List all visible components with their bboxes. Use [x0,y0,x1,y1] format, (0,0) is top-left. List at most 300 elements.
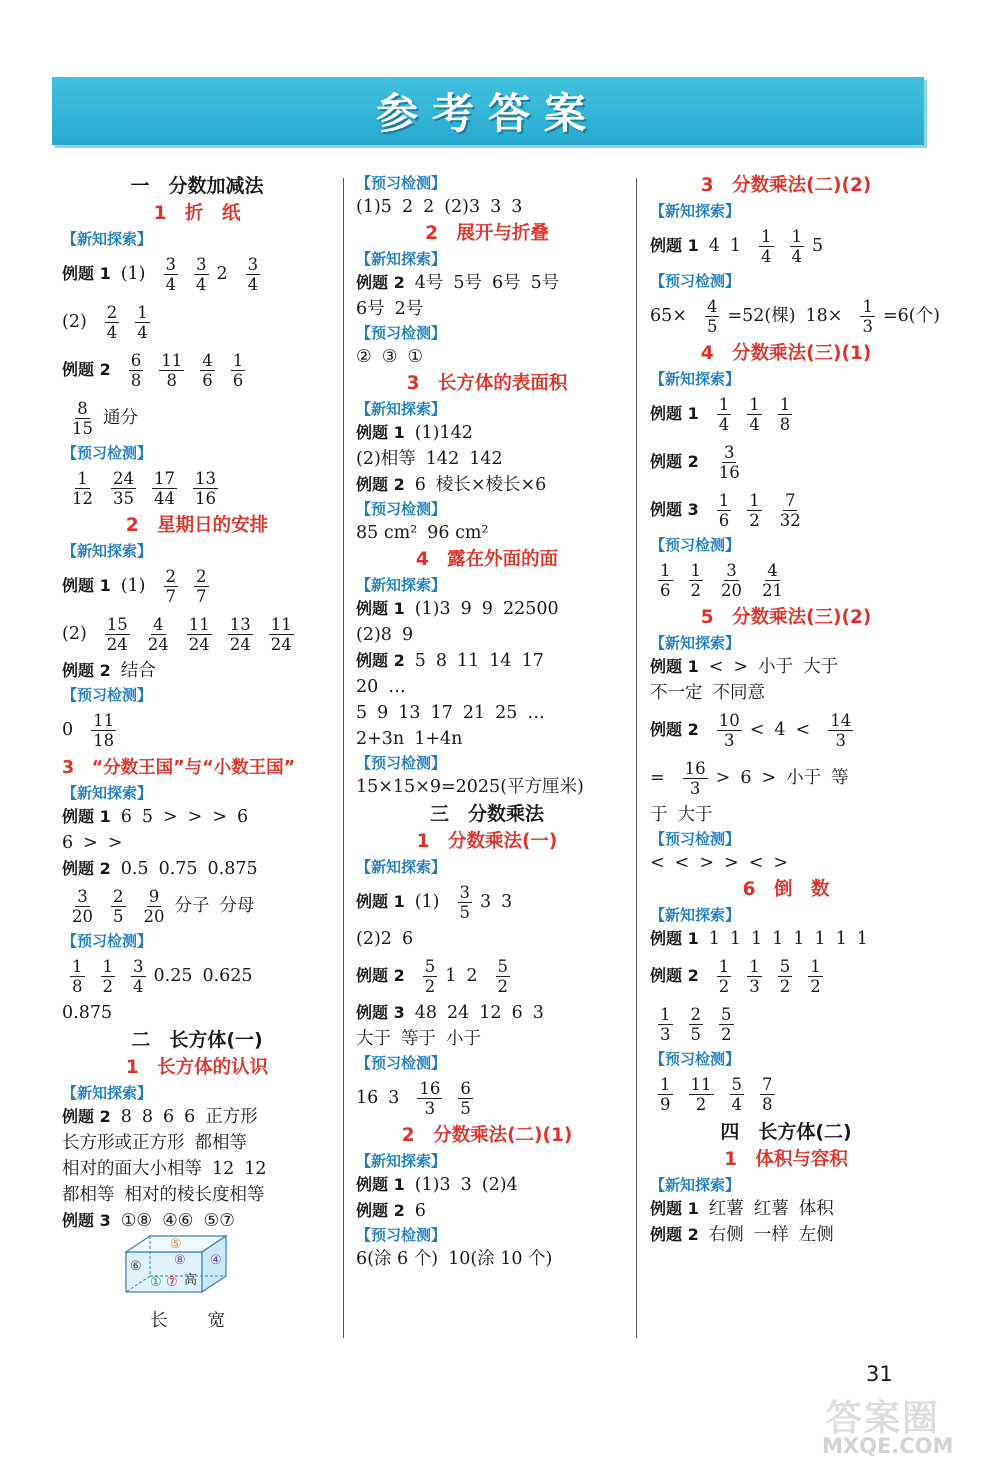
answer-text: 1 [772,929,784,949]
answer-text: 0.625 [202,966,253,986]
fraction-denominator: 8 [72,976,83,996]
fraction-numerator: 1 [749,394,760,414]
fraction-numerator: 4 [706,296,718,316]
answer-text: 不一定 [650,683,703,703]
fraction [719,1005,734,1044]
fraction-denominator: 4 [137,322,148,342]
answer-text: 6 [163,1107,175,1127]
answer-text: 5 [141,807,153,827]
fraction [717,957,732,996]
answer-text: 8 [141,1107,153,1127]
cube-axis-labels [62,1308,332,1334]
fraction-numerator: 5 [497,956,508,976]
fraction-denominator: 5 [459,902,471,922]
answer-text: 分子 [174,896,210,916]
fraction [689,561,704,600]
fraction [458,883,473,922]
answer-line [650,390,922,438]
fraction-denominator: 24 [229,634,251,654]
answer-text: > [715,768,731,788]
answer-text: 小于 [786,768,822,788]
answer-text: 12 [212,1159,235,1179]
answer-text: 左侧 [798,1225,834,1245]
answer-items [415,596,569,622]
answer-line [62,1104,332,1130]
fraction [194,567,209,606]
fraction-denominator: 21 [762,580,783,600]
tag-new-knowledge: 【新知探索】 [356,400,447,418]
answer-line [650,802,922,828]
answer-line [356,344,618,370]
example-label: 例题 1 [650,929,699,948]
page-number: 31 [866,1362,893,1386]
section-title: 2 星期日的安排 [125,515,269,536]
answer-line [356,1000,618,1026]
chapter-title: 一 分数加减法 [130,175,264,197]
example-label: 例题 1 [650,236,699,255]
cube-label-4: ④ [210,1253,222,1268]
answer-text: 通分 [103,408,138,428]
fraction [760,561,785,600]
fraction-denominator: 5 [690,1024,701,1044]
answer-text: 3 [388,1088,400,1108]
answer-line [62,610,332,658]
fraction-denominator: 4 [731,1094,742,1114]
answer-line [62,346,332,394]
answer-line [356,1198,618,1224]
fraction-denominator: 3 [835,730,846,750]
example-label: 例题 2 [356,966,405,985]
answer-text: 棱长×棱长×6 [435,475,547,495]
answer-items [121,255,268,294]
answer-text: 6号 [356,299,385,319]
answer-items [709,491,811,530]
fraction [860,297,875,336]
fraction-numerator: 11 [161,350,183,370]
section-title: 4 分数乘法(三)(1) [700,343,872,364]
fraction-denominator: 8 [130,370,142,390]
fraction-denominator: 6 [202,370,213,390]
fraction-numerator: 1 [102,956,113,976]
example-label: 例题 2 [356,1201,405,1220]
answer-text: ③ [381,347,398,367]
answer-text: 2号 [394,299,424,319]
answer-text: 17 [521,651,544,671]
tag-new-knowledge: 【新知探索】 [650,1176,741,1194]
example-label: 例题 1 [356,423,405,442]
answer-text: ①⑧ [120,1211,153,1231]
answer-items [709,443,750,482]
fraction-denominator: 4 [196,274,207,294]
example-label: 例题 1 [356,1175,405,1194]
answer-text: < [748,853,764,873]
column-2 [356,172,618,1272]
fraction [159,351,184,390]
answer-text: 体积 [798,1199,834,1219]
fraction-denominator: 20 [143,906,165,926]
cube-label-high: 高 [184,1273,198,1288]
fraction-denominator: 3 [749,976,760,996]
tag-new-knowledge: 【新知探索】 [356,858,447,876]
section-title: 2 分数乘法(二)(1) [401,1125,573,1146]
answer-line [62,464,332,512]
watermark-url: MXQE.COM [822,1434,954,1458]
answer-text: ④⑥ [162,1211,194,1231]
answer-line [62,882,332,930]
fraction [458,1079,473,1118]
fraction [747,491,762,530]
answer-line [62,1156,332,1182]
answer-line [356,520,618,546]
example-label: 例题 1 [650,657,699,676]
fraction-denominator: 24 [188,634,210,654]
answer-text: 9 [377,703,389,723]
fraction [193,469,218,508]
cube-label-7: ⑦ [166,1275,178,1290]
watermark-text: 答案圈 [826,1398,941,1439]
answer-text: 8 [120,1107,132,1127]
answer-text: (2) [62,312,87,332]
answer-text: 0.875 [62,1003,113,1023]
fraction-denominator: 2 [424,976,436,996]
answer-text: 6号 [492,273,521,293]
fraction-numerator: 16 [684,758,706,778]
answer-text: > [83,833,98,853]
answer-items [415,420,483,446]
fraction-denominator: 2 [695,1094,707,1114]
answer-items [415,1198,436,1224]
fraction-denominator: 35 [113,488,134,508]
answer-text: < [650,853,665,873]
answer-text: (1)5 [356,197,392,217]
fraction-denominator: 9 [660,1094,671,1114]
example-label: 例题 2 [356,273,405,292]
answer-text: 96 cm² [427,523,489,543]
answer-text: 3 [532,1003,544,1023]
fraction [717,491,732,530]
answer-text: < [708,657,724,677]
answer-text: < [749,719,765,740]
answer-text: 于 [650,805,668,825]
fraction [129,351,144,390]
fraction [70,399,95,438]
fraction-denominator: 6 [660,580,671,600]
fraction-numerator: 9 [148,886,160,906]
fraction-numerator: 4 [202,350,213,370]
answer-text: 6 [120,807,132,827]
answer-text: 2 [216,263,228,284]
example-label: 例题 2 [650,966,699,985]
answer-text: 5号 [530,273,560,293]
answer-line [356,296,618,322]
answer-items [415,472,557,498]
watermark-logo [820,1390,995,1460]
answer-text: 5 [812,235,824,256]
tag-new-knowledge: 【新知探索】 [650,906,741,924]
fraction-denominator: 2 [102,976,113,996]
answer-line [356,1074,618,1122]
tag-preview-check: 【预习检测】 [356,174,447,192]
answer-text: (2)2 [356,929,392,949]
example-label: 例题 3 [650,500,699,519]
fraction [135,303,150,342]
fraction-denominator: 3 [862,316,873,336]
answer-line [650,292,940,340]
answer-text: 18× [805,306,843,326]
tag-new-knowledge: 【新知探索】 [650,634,741,652]
answer-line [356,596,618,622]
answer-line [356,1246,618,1272]
fraction-denominator: 24 [147,634,169,654]
fraction [231,351,246,390]
tag-preview-check: 【预习检测】 [356,324,447,342]
answer-text: 相对的棱长度相等 [124,1185,265,1205]
section-title: 3 “分数王国”与“小数王国” [62,758,296,778]
answer-line [650,438,922,486]
answer-text: 2+3n [356,729,405,749]
answer-text: > [733,657,749,677]
answer-text: (2) [62,624,87,644]
fraction-denominator: 3 [723,730,735,750]
fraction [91,711,116,750]
fraction-numerator: 1 [862,296,873,316]
answer-text: 17 [430,703,453,723]
answer-text: =52(棵) [727,306,796,326]
fraction-numerator: 3 [196,254,207,274]
answer-text: 分母 [219,896,255,916]
answer-text: > [187,807,203,827]
fraction-denominator: 2 [690,580,701,600]
fraction [689,1075,714,1114]
fraction-denominator: 24 [270,634,292,654]
fraction-denominator: 20 [721,580,742,600]
answer-line [62,706,332,754]
answer-text: 等于 [401,1029,436,1049]
tag-new-knowledge: 【新知探索】 [62,784,153,802]
answer-line [356,648,618,674]
fraction [111,887,126,926]
answer-text: 5 [414,651,426,671]
answer-text: ② [356,347,372,367]
example-label: 例题 1 [650,1199,699,1218]
fraction-numerator: 2 [165,566,177,586]
answer-text: 1 [751,929,763,949]
answer-text: < [674,853,690,873]
fraction [759,227,774,266]
answer-text: 6 [401,929,414,949]
answer-text: 4 [708,235,720,256]
fraction-denominator: 16 [195,488,216,508]
answer-items [415,1000,554,1026]
fraction-numerator: 7 [762,1074,773,1094]
answer-text: 大于 [803,657,839,677]
answer-line [62,1000,332,1026]
fraction-numerator: 7 [784,490,796,510]
example-label: 例题 1 [62,807,111,826]
tag-preview-check: 【预习检测】 [62,686,153,704]
fraction [105,615,130,654]
cube-label-1: ① [150,1275,162,1290]
tag-new-knowledge: 【新知探索】 [62,1084,153,1102]
answer-text: > [212,807,228,827]
answer-line [62,830,332,856]
example-label: 例题 1 [62,264,111,283]
answer-line [356,1172,618,1198]
section-title: 1 体积与容积 [724,1149,848,1170]
answer-text: 0 [62,720,74,740]
answer-items [415,270,570,296]
answer-text: 右侧 [708,1225,744,1245]
answer-text: 6 [62,833,74,853]
fraction-numerator: 1 [660,1004,671,1024]
answer-items [121,1208,245,1234]
tag-new-knowledge: 【新知探索】 [650,202,741,220]
tag-preview-check: 【预习检测】 [356,1226,447,1244]
fraction-denominator: 2 [497,976,508,996]
answer-text: (1)142 [414,423,473,443]
answer-text: 2 [401,197,414,217]
answer-line [62,804,332,830]
answer-text: 一样 [753,1225,789,1245]
answer-text: … [388,677,406,697]
answer-line [356,194,618,220]
answer-text: (2)4 [481,1175,518,1195]
answer-text: 0.5 [120,859,149,879]
answer-text: 65× [650,306,687,326]
cube-label-5: ⑤ [170,1237,182,1252]
fraction-numerator: 5 [721,1004,732,1024]
answer-text: 20 [356,677,379,697]
answer-line [62,298,332,346]
answer-text: 3 [501,891,513,912]
fraction-numerator: 24 [113,468,134,488]
answer-line [356,726,618,752]
answer-text: 3 [480,891,492,912]
answer-text: 大于 [677,805,713,825]
answer-text: 1 [729,929,741,949]
fraction [683,759,708,798]
answer-text: (2)8 [356,625,392,645]
answer-text: 相对的面大小相等 [62,1159,202,1179]
answer-text: 5 [356,703,368,723]
fraction-denominator: 4 [247,274,259,294]
fraction-numerator: 1 [660,560,671,580]
fraction-denominator: 18 [93,730,115,750]
fraction-denominator: 2 [721,1024,732,1044]
fraction-numerator: 14 [830,710,852,730]
answer-line [650,1070,922,1118]
fraction-denominator: 32 [779,510,801,530]
fraction-denominator: 4 [165,274,177,294]
answer-line [62,658,332,684]
fraction-numerator: 6 [460,1078,471,1098]
answer-text: 小于 [758,657,794,677]
fraction [101,957,116,996]
answer-text: 大于 [356,1029,391,1049]
tag-preview-check: 【预习检测】 [650,536,741,554]
fraction-numerator: 11 [690,1074,712,1094]
fraction [658,1005,673,1044]
example-label: 例题 2 [356,475,405,494]
answer-text: 25 [495,703,518,723]
answer-line [650,754,922,802]
answer-text: (1)3 [414,1175,451,1195]
fraction-numerator: 1 [791,226,802,246]
cube-label-wide: 宽 [207,1311,225,1331]
answer-items [121,351,254,390]
answer-line [650,1196,922,1222]
answer-text: 小于 [446,1029,481,1049]
fraction [778,395,793,434]
fraction-denominator: 12 [72,488,93,508]
answer-items [415,1172,528,1198]
tag-new-knowledge: 【新知探索】 [650,370,741,388]
answer-line [62,394,332,442]
example-label: 例题 2 [62,859,111,878]
answer-text: > [724,853,739,873]
answer-text: 都相等 [62,1185,115,1205]
fraction-denominator: 3 [689,778,701,798]
answer-items [709,227,833,266]
fraction [70,957,85,996]
fraction-numerator: 1 [137,302,148,322]
answer-text: 6 [237,807,249,827]
fraction [142,887,167,926]
answer-items [709,711,861,750]
answer-text: 2 [423,197,435,217]
answer-items [121,804,258,830]
fraction-numerator: 11 [270,614,292,634]
fraction-numerator: 3 [77,886,88,906]
fraction-numerator: 1 [810,956,821,976]
example-label: 例题 1 [650,404,699,423]
fraction [269,615,294,654]
tag-new-knowledge: 【新知探索】 [356,1152,447,1170]
answer-line [650,926,922,952]
fraction-numerator: 8 [77,398,88,418]
fraction-numerator: 3 [459,882,471,902]
fraction-numerator: 1 [72,956,83,976]
fraction [111,469,136,508]
answer-text: (1) [120,263,146,284]
fraction [496,957,511,996]
fraction-denominator: 8 [779,414,791,434]
answer-text: 142 [469,449,503,469]
fraction-numerator: 13 [229,614,251,634]
answer-text: 22500 [502,599,559,619]
answer-items [709,957,831,996]
tag-preview-check: 【预习检测】 [356,500,447,518]
answer-text: 都相等 [194,1133,247,1153]
example-label: 例题 2 [62,661,111,680]
chapter-title: 二 长方体(一) [131,1029,263,1051]
section-title: 2 展开与折叠 [425,223,549,244]
fraction [808,957,823,996]
cube-label-long: 长 [150,1311,168,1331]
answer-text: 11 [457,651,480,671]
fraction-denominator: 6 [232,370,244,390]
fraction-numerator: 1 [749,490,760,510]
fraction [146,615,171,654]
fraction [658,1075,673,1114]
fraction-denominator: 5 [460,1098,471,1118]
answer-text: 12 [479,1003,502,1023]
fraction-numerator: 1 [761,226,772,246]
answer-text: 红薯 [753,1199,789,1219]
fraction [200,351,215,390]
fraction-denominator: 2 [810,976,821,996]
fraction-denominator: 24 [106,634,128,654]
